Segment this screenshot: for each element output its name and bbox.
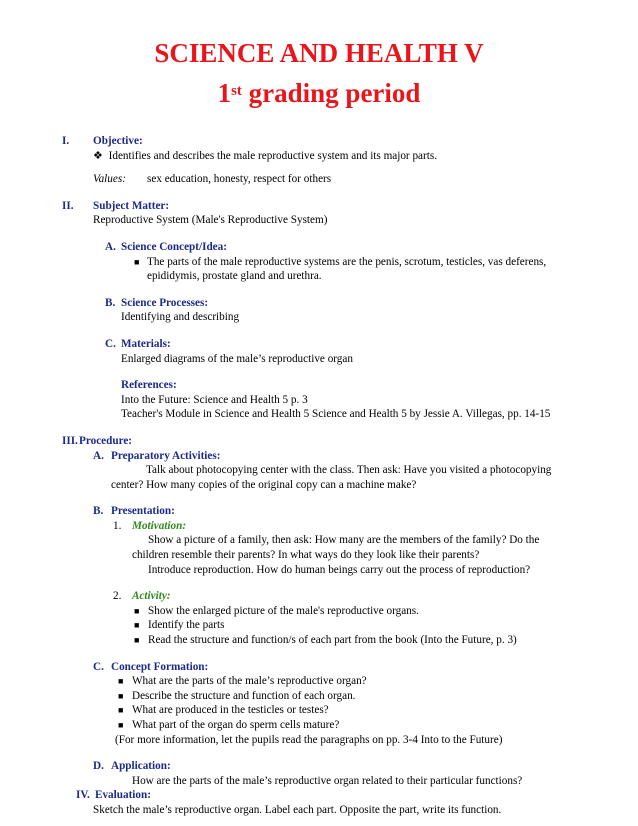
diamond-bullet-icon: ❖	[93, 149, 104, 162]
subtitle-number: 1	[217, 78, 232, 108]
values-text: sex education, honesty, respect for others	[147, 173, 332, 186]
question-text: What part of the organ do sperm cells mature?	[132, 719, 340, 731]
subsection-concept-formation	[62, 660, 572, 675]
references-heading: References:	[121, 379, 177, 392]
objective-text: Identifies and describes the male reproductive system and its major parts.	[108, 149, 438, 162]
concept-bullet	[62, 255, 572, 270]
subsection-letter: B.	[93, 505, 104, 518]
preparatory-line: center? How many copies of the original copy can a machine make?	[111, 478, 417, 491]
values-label: Values:	[93, 173, 126, 186]
square-bullet-icon: ■	[118, 705, 124, 716]
subsection-heading: Science Concept/Idea:	[121, 240, 227, 253]
subtitle-rest: grading period	[241, 78, 421, 108]
processes-text: Identifying and describing	[121, 311, 240, 324]
section-procedure	[62, 434, 572, 449]
subsection-heading: Application:	[111, 760, 171, 773]
square-bullet-icon: ■	[118, 720, 124, 730]
activity-row	[62, 589, 572, 604]
application-text: How are the parts of the male’s reproductive organ related to their particular functions?	[132, 774, 523, 787]
section-heading: Procedure:	[79, 434, 133, 447]
reference-line: Teacher's Module in Science and Health 5 Science and Health 5 by Jessie A. Villegas, pp. 14-15	[121, 408, 551, 421]
subsection-heading: Presentation:	[111, 505, 175, 518]
motivation-row	[62, 519, 572, 534]
item-number: 2.	[113, 590, 122, 603]
motivation-line: children resemble their parents? In what ways do they look like their parents?	[132, 549, 480, 562]
subsection-letter: D.	[93, 760, 104, 773]
list-item	[62, 618, 572, 633]
activity-item-text: Identify the parts	[148, 619, 225, 632]
square-bullet-icon: ■	[118, 690, 124, 701]
subsection-concept	[62, 240, 572, 255]
subsection-letter: C.	[93, 660, 104, 673]
subsection-application	[62, 759, 572, 774]
list-item	[62, 633, 572, 648]
activity-label: Activity:	[132, 590, 171, 603]
concept-bullet-cont: epididymis, prostate gland and urethra.	[147, 270, 322, 283]
motivation-line: Introduce reproduction. How do human beings carry out the process of reproduction?	[148, 563, 531, 576]
section-heading: Evaluation:	[95, 789, 151, 802]
objective-item	[62, 149, 572, 164]
square-bullet-icon: ■	[134, 605, 140, 616]
subtitle-superscript: st	[231, 83, 242, 99]
square-bullet-icon: ■	[118, 676, 124, 687]
list-item	[62, 703, 572, 718]
section-numeral: II.	[62, 199, 74, 212]
list-item	[62, 718, 572, 733]
question-text: Describe the structure and function of each organ.	[132, 689, 356, 702]
subsection-presentation	[62, 504, 572, 519]
section-evaluation	[62, 788, 572, 803]
document-subtitle	[0, 78, 638, 108]
lesson-plan-body	[62, 134, 572, 818]
square-bullet-icon: ■	[134, 635, 140, 646]
square-bullet-icon: ■	[134, 620, 140, 631]
subsection-heading: Science Processes:	[121, 296, 209, 309]
subject-matter-text: Reproductive System (Male's Reproductive System)	[93, 214, 328, 227]
subsection-heading: Concept Formation:	[111, 660, 209, 673]
subsection-processes	[62, 296, 572, 311]
item-number: 1.	[113, 519, 122, 532]
subsection-letter: B.	[105, 296, 116, 309]
evaluation-text: Sketch the male’s reproductive organ. Label each part. Opposite the part, write its function.	[93, 803, 502, 816]
list-item	[62, 689, 572, 704]
section-heading: Subject Matter:	[93, 199, 170, 212]
motivation-label: Motivation:	[132, 519, 187, 532]
activity-item-text: Read the structure and function/s of each part from the book (Into the Future, p. 3)	[148, 634, 517, 647]
subsection-letter: A.	[93, 449, 104, 462]
subsection-materials	[62, 337, 572, 352]
preparatory-line: Talk about photocopying center with the class. Then ask: Have you visited a photocopying	[146, 464, 552, 477]
section-numeral: IV.	[76, 789, 90, 802]
activity-item-text: Show the enlarged picture of the male's reproductive organs.	[148, 604, 419, 617]
subsection-letter: A.	[105, 240, 116, 253]
section-numeral: III.	[62, 434, 78, 447]
materials-text: Enlarged diagrams of the male’s reproductive organ	[121, 352, 353, 365]
subsection-heading: Materials:	[121, 337, 171, 350]
question-text: What are the parts of the male’s reproductive organ?	[132, 675, 367, 688]
section-subject-matter	[62, 199, 572, 214]
section-objective	[62, 134, 572, 149]
concept-formation-note: (For more information, let the pupils read the paragraphs on pp. 3-4 Into to the Future)	[115, 733, 503, 746]
subsection-letter: C.	[105, 337, 116, 350]
list-item	[62, 674, 572, 689]
question-text: What are produced in the testicles or testes?	[132, 704, 329, 717]
motivation-line: Show a picture of a family, then ask: How many are the members of the family? Do the	[148, 534, 540, 547]
subsection-heading: Preparatory Activities:	[111, 449, 221, 462]
values-row	[62, 172, 572, 187]
section-heading: Objective:	[93, 135, 143, 147]
document-title: SCIENCE AND HEALTH V	[154, 38, 484, 68]
subsection-preparatory	[62, 449, 572, 464]
reference-line: Into the Future: Science and Health 5 p. 3	[121, 393, 308, 406]
section-numeral: I.	[62, 135, 70, 147]
concept-line: The parts of the male reproductive systems are the penis, scrotum, testicles, vas deferens,	[147, 255, 547, 268]
list-item	[62, 604, 572, 619]
square-bullet-icon: ■	[134, 256, 140, 267]
